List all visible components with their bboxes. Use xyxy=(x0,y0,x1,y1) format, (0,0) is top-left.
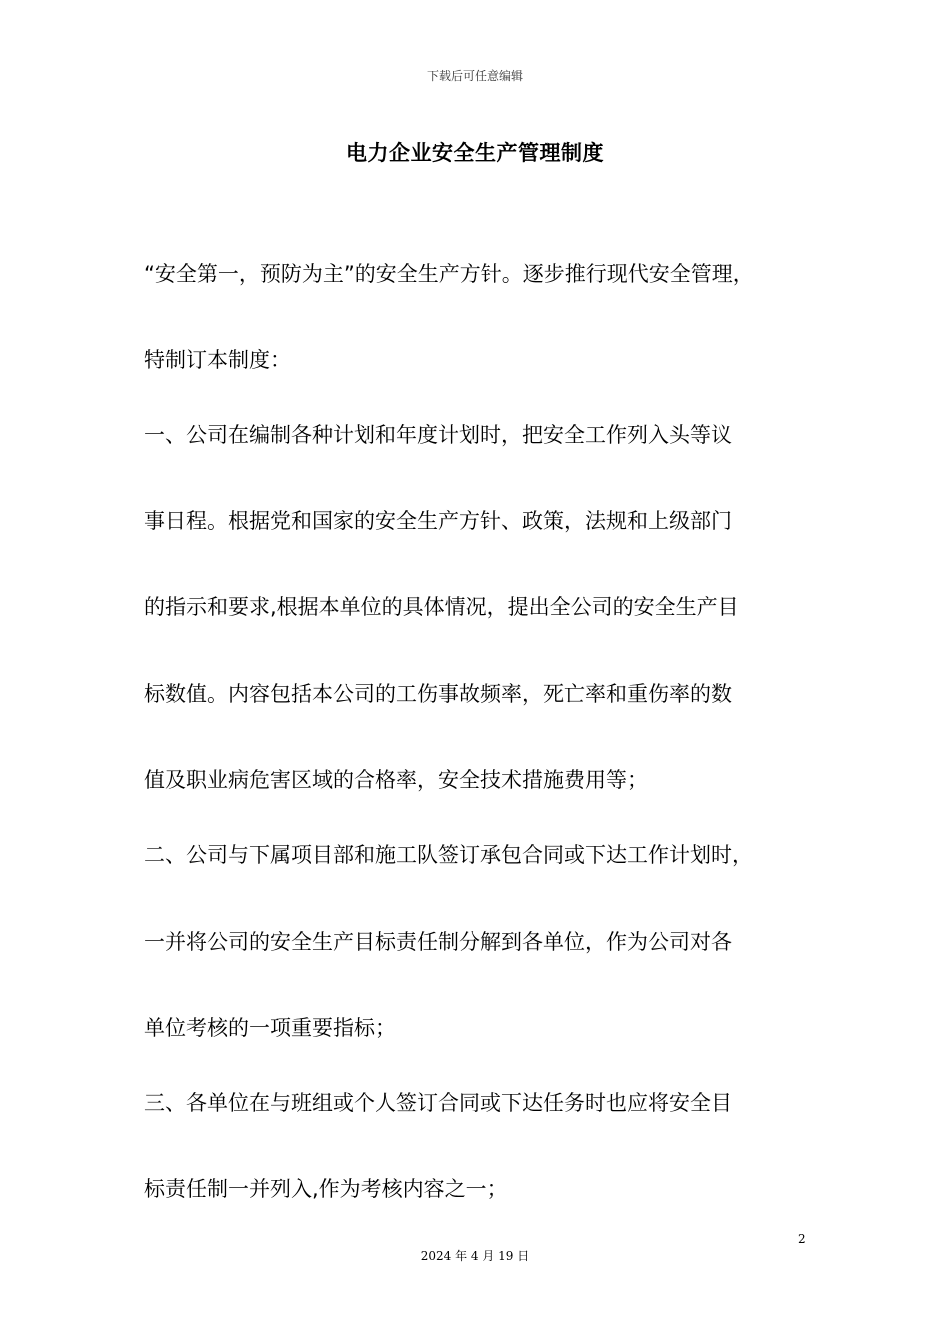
body-line-12: 标责任制一并列入,作为考核内容之一； xyxy=(144,1177,508,1201)
body-line-3: 一、公司在编制各种计划和年度计划时，把安全工作列入头等议 xyxy=(144,423,732,447)
body-line-9: 一并将公司的安全生产目标责任制分解到各单位，作为公司对各 xyxy=(144,930,732,954)
body-line-1: “安全第一，预防为主”的安全生产方针。逐步推行现代安全管理， xyxy=(144,262,754,286)
body-line-5: 的指示和要求,根据本单位的具体情况，提出全公司的安全生产目 xyxy=(144,595,739,619)
body-line-11: 三、各单位在与班组或个人签订合同或下达任务时也应将安全目 xyxy=(144,1091,732,1115)
page-number: 2 xyxy=(798,1232,806,1246)
body-line-10: 单位考核的一项重要指标； xyxy=(144,1016,396,1040)
header-note: 下载后可任意编辑 xyxy=(426,69,523,83)
body-line-4: 事日程。根据党和国家的安全生产方针、政策，法规和上级部门 xyxy=(144,509,732,533)
body-line-7: 值及职业病危害区域的合格率，安全技术措施费用等； xyxy=(144,768,648,792)
body-line-2: 特制订本制度： xyxy=(144,348,291,372)
body-line-8: 二、公司与下属项目部和施工队签订承包合同或下达工作计划时， xyxy=(144,843,753,867)
body-line-6: 标数值。内容包括本公司的工伤事故频率，死亡率和重伤率的数 xyxy=(144,682,732,706)
document-title: 电力企业安全生产管理制度 xyxy=(346,141,604,165)
footer-date: 2024 年 4 月 19 日 xyxy=(420,1249,530,1263)
